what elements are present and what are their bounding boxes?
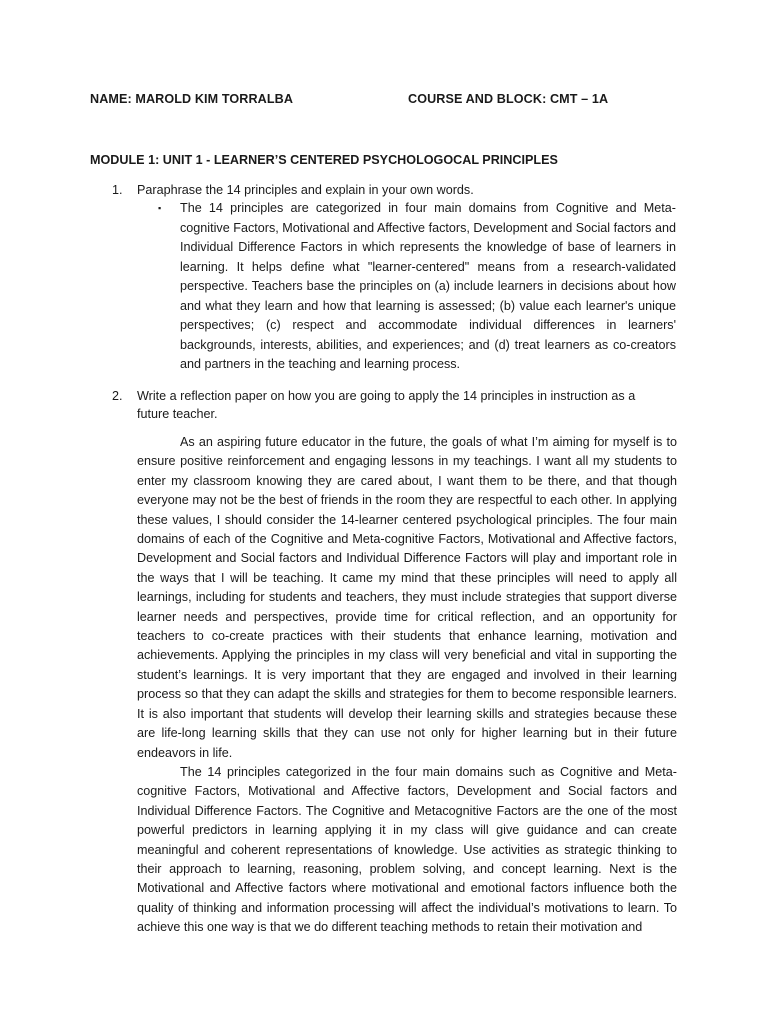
module-title: MODULE 1: UNIT 1 - LEARNER’S CENTERED PSYCHOLOGOCAL PRINCIPLES (90, 153, 558, 167)
student-name: NAME: MAROLD KIM TORRALBA (90, 92, 294, 106)
answer-text: The 14 principles are categorized in four main domains from Cognitive and Meta-cognitive Factors, Motivational and Affective factors, Development and Social factors and Individual Difference Factors in which represents the knowledge of base of learners in learning. It helps define what "learner-centered" means from a research-validated perspective. Teachers base the principles on (a) include learners in decisions about how and what they learn and how that learning is assessed; (b) value each learner's unique perspectives; (c) respect and accommodate individual differences in learners' backgrounds, interests, abilities, and experiences; and (d) treat learners as co-creators and partners in the teaching and learning process. (180, 201, 676, 371)
header (90, 92, 690, 106)
question-text: Paraphrase the 14 principles and explain in your own words. (137, 183, 474, 197)
question-text: Write a reflection paper on how you are going to apply the 14 principles in instruction as a future teacher. (137, 389, 636, 422)
reflection-paragraph: The 14 principles categorized in the four main domains such as Cognitive and Meta-cognitive Factors, Motivational and Affective factors, Development and Social factors and Individual Difference Factors. The Cognitive and Metacognitive Factors are the one of the most powerful predictors in learning applying it in my class will give guidance and can create meaningful and coherent representations of knowledge. Use activities as strategic thinking to their approach to learning, reasoning, problem solving, and concept learning. Next is the Motivational and Affective factors where motivational and emotional factors influence both the quality of thinking and information processing will affect the individual’s motivations to learn. To achieve this one way is that we do different teaching methods to retain their motivation and (137, 765, 677, 935)
course-and-block: COURSE AND BLOCK: CMT – 1A (408, 92, 609, 106)
square-bullet-icon: ▪ (158, 203, 162, 213)
question-number: 2. (112, 389, 123, 403)
question-number: 1. (112, 183, 123, 197)
reflection-paragraph: As an aspiring future educator in the future, the goals of what I’m aiming for myself is to ensure positive reinforcement and engaging lessons in my teachings. I want all my students to enter my classroom knowing they are cared about, I want them to be there, and that though everyone may not be the best of friends in the room they are respectful to each other. In applying these values, I should consider the 14-learner centered psychological principles. The four main domains of each of the Cognitive and Meta-cognitive Factors, Motivational and Affective factors, Development and Social factors and Individual Difference Factors will play and important role in the ways that I will be teaching. It came my mind that these principles will need to apply all learnings, including for students and teachers, they must include strategies that support diverse learner needs and perspectives, provide time for critical reflection, and an opportunity for teachers to co-create practices with their students that enhance learning, motivation and achievements. Applying the principles in my class will very beneficial and vital in supporting the student’s learnings. It is very important that they are engaged and involved in their learning process so that they can adapt the skills and strategies for them to become responsible learners. It is also important that students will develop their learning skills and strategies because these are life-long learning skills that they can use not only for higher learning but in their future endeavors in life. (137, 435, 677, 760)
